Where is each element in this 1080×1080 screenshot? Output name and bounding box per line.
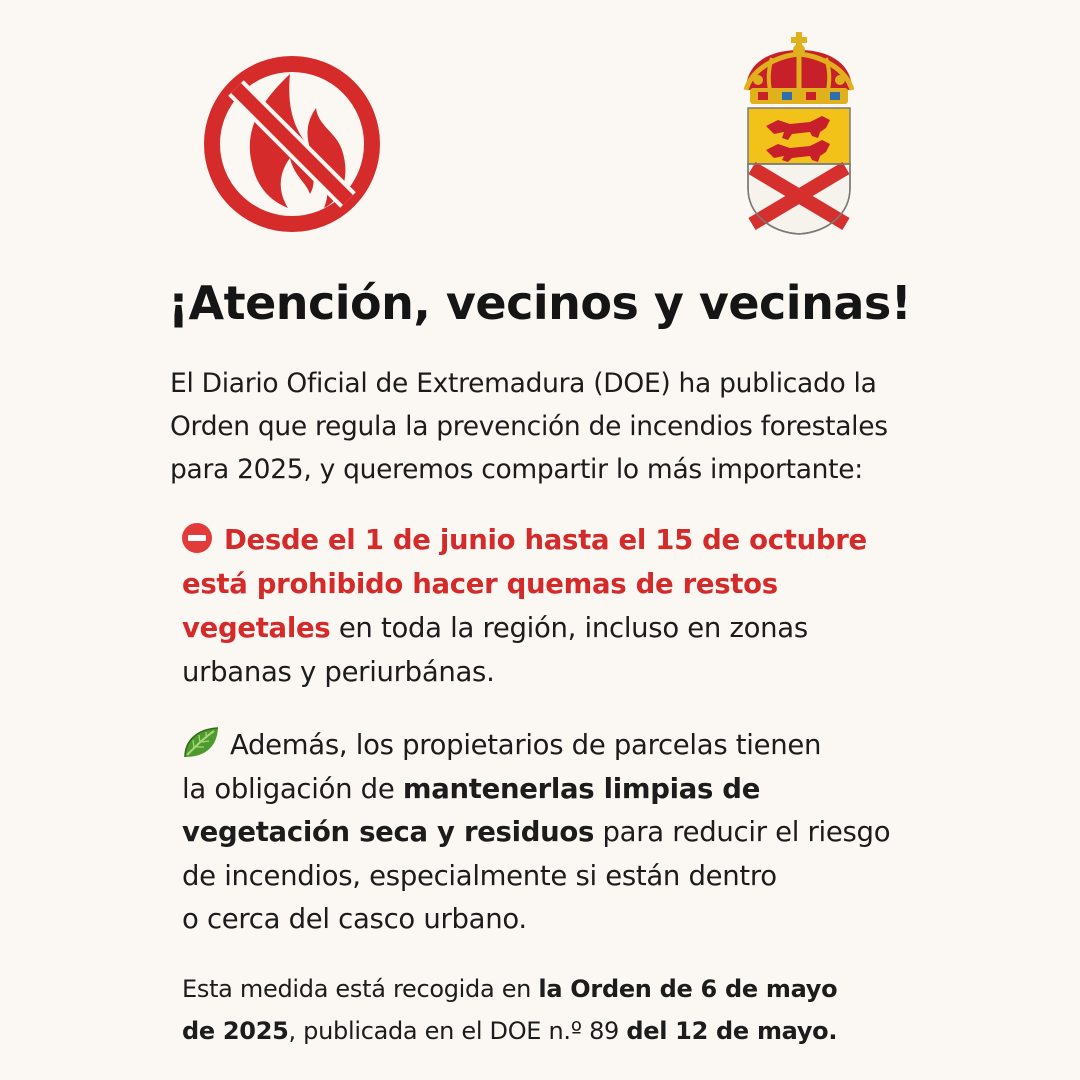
no-fire-icon	[198, 52, 386, 236]
order-year: de 2025	[182, 1017, 289, 1045]
coat-of-arms	[738, 28, 860, 238]
page-title: ¡Atención, vecinos y vecinas!	[168, 276, 912, 330]
cleaning-text: de incendios, especialmente si están dentro	[182, 859, 777, 892]
legal-text: , publicada en el DOE n.º 89	[288, 1017, 627, 1045]
order-date: la Orden de 6 de mayo	[538, 975, 838, 1003]
cleaning-text: Además, los propietarios de parcelas tienen	[230, 729, 822, 761]
intro-paragraph	[170, 362, 950, 491]
legal-text: Esta medida está recogida en	[182, 975, 539, 1003]
ban-dates: Desde el 1 de junio hasta el 15 de octubre	[224, 524, 867, 556]
ban-scope: en toda la región, incluso en zonas	[330, 612, 808, 644]
ban-scope: urbanas y periurbánas.	[182, 656, 495, 688]
no-entry-icon	[182, 523, 212, 553]
leaf-icon	[182, 726, 220, 760]
cleaning-obligation: vegetación seca y residuos	[182, 816, 595, 848]
cleaning-obligation-paragraph	[182, 724, 922, 942]
cleaning-text: o cerca del casco urbano.	[182, 903, 527, 935]
intro-line: Orden que regula la prevención de incendios forestales	[170, 411, 888, 442]
cleaning-obligation: mantenerlas limpias de	[402, 772, 761, 805]
ban-text: está prohibido hacer quemas de restos	[182, 568, 778, 600]
legal-reference	[182, 968, 942, 1052]
ban-text: vegetales	[182, 612, 331, 644]
cleaning-text: para reducir el riesgo	[594, 816, 891, 848]
intro-line: para 2025, y queremos compartir lo más importante:	[170, 454, 863, 485]
intro-line: El Diario Oficial de Extremadura (DOE) ha publicado la	[170, 368, 877, 399]
cleaning-text: la obligación de	[182, 772, 403, 805]
burning-ban-paragraph	[182, 518, 922, 694]
publication-date: del 12 de mayo.	[626, 1017, 838, 1045]
